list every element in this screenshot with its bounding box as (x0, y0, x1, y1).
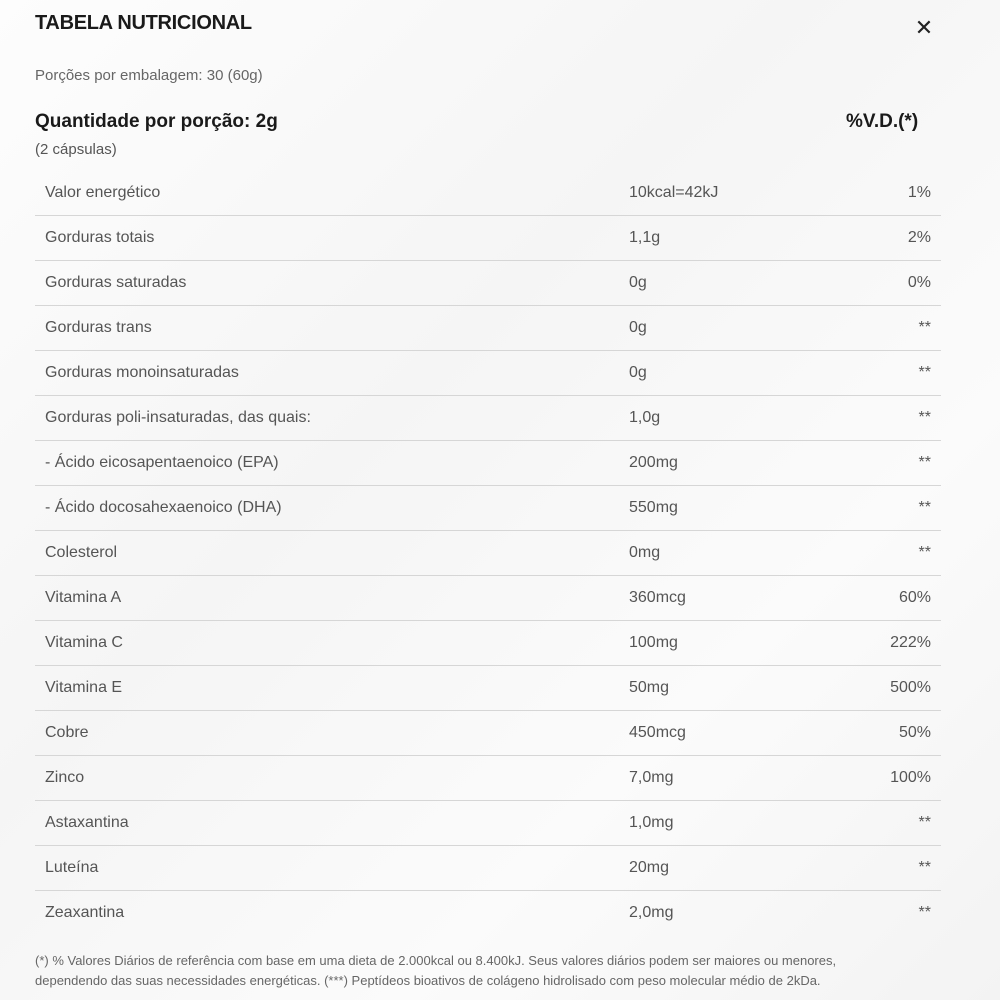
footnote-line-1: (*) % Valores Diários de referência com base em uma dieta de 2.000kcal ou 8.400kJ. Seus valores diários podem ser maiores ou menores, (35, 953, 837, 968)
nutrient-daily-value: ** (918, 454, 931, 471)
nutrient-daily-value: 50% (898, 724, 931, 741)
nutrient-daily-value: ** (918, 499, 931, 516)
nutrient-amount: 50mg (629, 679, 670, 696)
nutrient-amount: 550mg (629, 499, 678, 516)
nutrient-name: Gorduras trans (45, 319, 152, 336)
nutrient-name: - Ácido docosahexaenoico (DHA) (45, 499, 282, 516)
nutrient-daily-value: 222% (890, 634, 931, 651)
nutrient-amount: 200mg (629, 454, 678, 471)
nutrient-daily-value: ** (918, 544, 931, 561)
table-row (35, 396, 941, 441)
nutrient-amount: 1,0g (629, 409, 661, 426)
table-row (35, 486, 941, 531)
nutrient-amount: 1,1g (629, 229, 661, 246)
nutrient-daily-value: ** (918, 364, 931, 381)
nutrient-amount: 0g (629, 274, 647, 291)
table-row (35, 891, 941, 935)
nutrient-name: Vitamina E (45, 679, 123, 696)
nutrient-amount: 360mcg (629, 589, 686, 606)
capsules-note: (2 cápsulas) (35, 141, 117, 158)
table-row (35, 666, 941, 711)
table-row (35, 216, 941, 261)
nutrient-name: Gorduras monoinsaturadas (45, 364, 239, 381)
nutrient-amount: 1,0mg (629, 814, 674, 831)
nutrient-amount: 20mg (629, 859, 670, 876)
nutrient-daily-value: ** (918, 409, 931, 426)
nutrient-daily-value: 100% (890, 769, 931, 786)
quantity-per-serving-heading: Quantidade por porção: 2g (35, 111, 278, 132)
nutrient-amount: 100mg (629, 634, 678, 651)
nutrient-name: Cobre (45, 724, 89, 741)
table-row (35, 576, 941, 621)
nutrient-name: Gorduras saturadas (45, 274, 187, 291)
table-row (35, 261, 941, 306)
modal-title: TABELA NUTRICIONAL (35, 12, 252, 34)
nutrient-daily-value: ** (918, 319, 931, 336)
nutrient-name: Zinco (45, 769, 85, 786)
nutrient-name: Luteína (45, 859, 99, 876)
nutrient-name: Vitamina A (45, 589, 122, 606)
table-row (35, 351, 941, 396)
table-row (35, 441, 941, 486)
nutrition-table (35, 171, 941, 935)
nutrient-daily-value: 2% (907, 229, 931, 246)
nutrient-name: Valor energético (45, 184, 161, 201)
footnote (35, 951, 955, 991)
table-row (35, 801, 941, 846)
table-row (35, 846, 941, 891)
servings-per-package: Porções por embalagem: 30 (60g) (35, 67, 263, 84)
table-row (35, 711, 941, 756)
nutrient-amount: 0g (629, 319, 647, 336)
nutrient-amount: 450mcg (629, 724, 686, 741)
nutrient-amount: 7,0mg (629, 769, 674, 786)
table-row (35, 756, 941, 801)
footnote-line-2: dependendo das suas necessidades energéticas. (***) Peptídeos bioativos de colágeno hidrolisado com peso molecular médio de 2kDa. (35, 973, 821, 988)
table-row (35, 171, 941, 216)
nutrient-daily-value: 0% (907, 274, 931, 291)
nutrient-daily-value: ** (918, 859, 931, 876)
nutrient-name: Gorduras totais (45, 229, 155, 246)
nutrient-amount: 2,0mg (629, 904, 674, 921)
nutrient-daily-value: ** (918, 904, 931, 921)
table-row (35, 621, 941, 666)
close-icon[interactable]: ✕ (914, 15, 934, 40)
table-row (35, 306, 941, 351)
nutrient-name: Vitamina C (45, 634, 123, 651)
nutrient-name: Colesterol (45, 544, 118, 561)
nutrient-amount: 0mg (629, 544, 661, 561)
nutrient-daily-value: 500% (890, 679, 931, 696)
table-row (35, 531, 941, 576)
nutrient-daily-value: 60% (898, 589, 931, 606)
nutrient-name: Gorduras poli-insaturadas, das quais: (45, 409, 311, 426)
nutrient-amount: 0g (629, 364, 647, 381)
nutrient-daily-value: 1% (907, 184, 931, 201)
nutrient-name: - Ácido eicosapentaenoico (EPA) (45, 454, 279, 471)
nutrient-daily-value: ** (918, 814, 931, 831)
nutrient-amount: 10kcal=42kJ (629, 184, 719, 201)
daily-value-heading: %V.D.(*) (846, 111, 919, 132)
nutrient-name: Zeaxantina (45, 904, 125, 921)
nutrient-name: Astaxantina (45, 814, 129, 831)
